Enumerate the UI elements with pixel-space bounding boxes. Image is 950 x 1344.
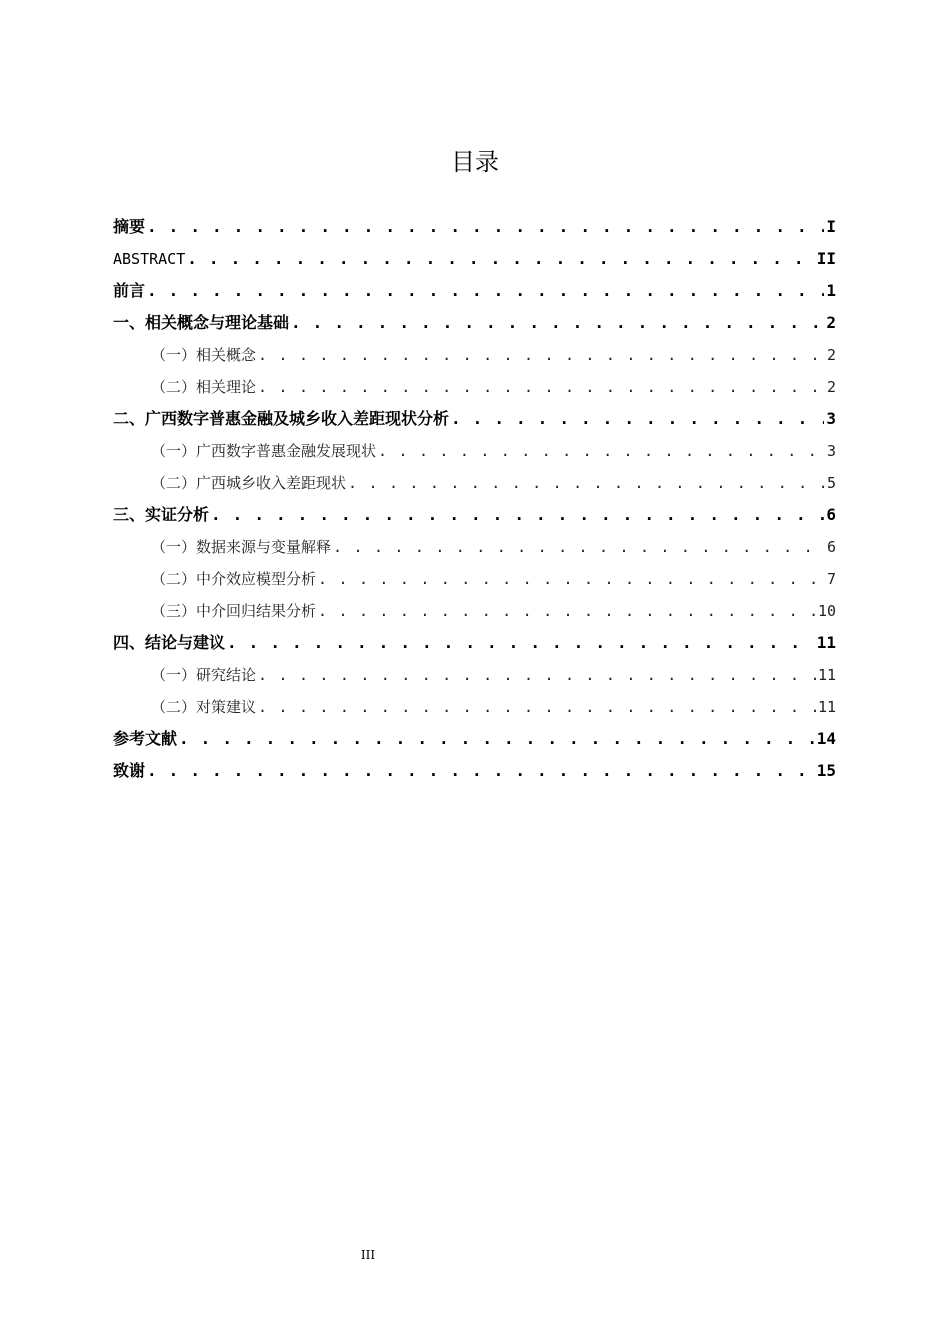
- toc-entry-label: 参考文献: [113, 729, 178, 748]
- toc-entry-references[interactable]: [113, 723, 836, 755]
- toc-entry-label: 摘要: [113, 217, 146, 236]
- toc-entry-label: （一）研究结论: [151, 666, 257, 684]
- toc-entry-label: ABSTRACT: [113, 250, 186, 268]
- toc-entry-label: 二、广西数字普惠金融及城乡收入差距现状分析: [113, 409, 450, 428]
- toc-entry-label: 四、结论与建议: [113, 633, 226, 652]
- toc-entry-label: （一）相关概念: [151, 346, 257, 364]
- toc-entry-label: （二）中介效应模型分析: [151, 570, 317, 588]
- toc-entry-page: 1: [826, 281, 836, 300]
- toc-entry-section-2-1[interactable]: [113, 435, 836, 467]
- toc-entry-section-1-1[interactable]: [113, 339, 836, 371]
- toc-entry-chapter-1[interactable]: [113, 307, 836, 339]
- toc-entry-label: 致谢: [113, 761, 146, 780]
- toc-leader-dots: [258, 659, 816, 691]
- toc-leader-dots: [258, 371, 825, 403]
- toc-leader-dots: [211, 499, 824, 531]
- toc-entry-chapter-3[interactable]: [113, 499, 836, 531]
- toc-leader-dots: [147, 211, 824, 243]
- toc-leader-dots: [318, 595, 816, 627]
- toc-entry-page: 11: [817, 666, 836, 684]
- toc-entry-label: （三）中介回归结果分析: [151, 602, 317, 620]
- toc-entry-chapter-4[interactable]: [113, 627, 836, 659]
- toc-leader-dots: [451, 403, 824, 435]
- toc-entry-label: 三、实证分析: [113, 505, 210, 524]
- toc-entry-page: 3: [826, 409, 836, 428]
- toc-entry-abstract-cn[interactable]: [113, 211, 836, 243]
- toc-entry-page: II: [816, 249, 836, 268]
- toc-entry-page: 11: [816, 633, 836, 652]
- toc-leader-dots: [291, 307, 824, 339]
- toc-leader-dots: [258, 339, 825, 371]
- toc-entry-section-3-3[interactable]: [113, 595, 836, 627]
- toc-entry-label: （二）广西城乡收入差距现状: [151, 474, 347, 492]
- toc-leader-dots: [258, 691, 816, 723]
- toc-entry-page: 2: [826, 313, 836, 332]
- toc-entry-page: 11: [817, 698, 836, 716]
- toc-entry-page: 7: [826, 570, 836, 588]
- toc-entry-section-1-2[interactable]: [113, 371, 836, 403]
- toc-entry-label: （一）数据来源与变量解释: [151, 538, 332, 556]
- toc-leader-dots: [147, 275, 824, 307]
- toc-entry-page: 14: [816, 729, 836, 748]
- toc-leader-dots: [378, 435, 825, 467]
- toc-entry-preface[interactable]: [113, 275, 836, 307]
- toc-entry-page: 10: [817, 602, 836, 620]
- toc-entry-chapter-2[interactable]: [113, 403, 836, 435]
- toc-leader-dots: [333, 531, 825, 563]
- page-title: 目录: [451, 148, 499, 176]
- toc-entry-page: 6: [826, 505, 836, 524]
- table-of-contents: [113, 211, 836, 787]
- toc-entry-label: （一）广西数字普惠金融发展现状: [151, 442, 377, 460]
- toc-leader-dots: [318, 563, 825, 595]
- toc-leader-dots: [348, 467, 825, 499]
- toc-entry-section-4-1[interactable]: [113, 659, 836, 691]
- toc-leader-dots: [227, 627, 815, 659]
- toc-entry-section-4-2[interactable]: [113, 691, 836, 723]
- toc-entry-page: 6: [826, 538, 836, 556]
- page-footer-number: III: [360, 1248, 376, 1262]
- toc-leader-dots: [147, 755, 815, 787]
- toc-entry-acknowledgements[interactable]: [113, 755, 836, 787]
- toc-entry-label: 一、相关概念与理论基础: [113, 313, 290, 332]
- toc-entry-page: I: [826, 217, 836, 236]
- toc-entry-page: 2: [826, 346, 836, 364]
- toc-entry-page: 2: [826, 378, 836, 396]
- toc-entry-page: 3: [826, 442, 836, 460]
- toc-entry-page: 5: [826, 474, 836, 492]
- toc-entry-page: 15: [816, 761, 836, 780]
- toc-entry-section-3-1[interactable]: [113, 531, 836, 563]
- toc-leader-dots: [179, 723, 815, 755]
- toc-entry-section-3-2[interactable]: [113, 563, 836, 595]
- toc-entry-abstract-en[interactable]: [113, 243, 836, 275]
- toc-entry-section-2-2[interactable]: [113, 467, 836, 499]
- toc-entry-label: （二）相关理论: [151, 378, 257, 396]
- toc-leader-dots: [187, 243, 814, 275]
- toc-entry-label: 前言: [113, 281, 146, 300]
- toc-entry-label: （二）对策建议: [151, 698, 257, 716]
